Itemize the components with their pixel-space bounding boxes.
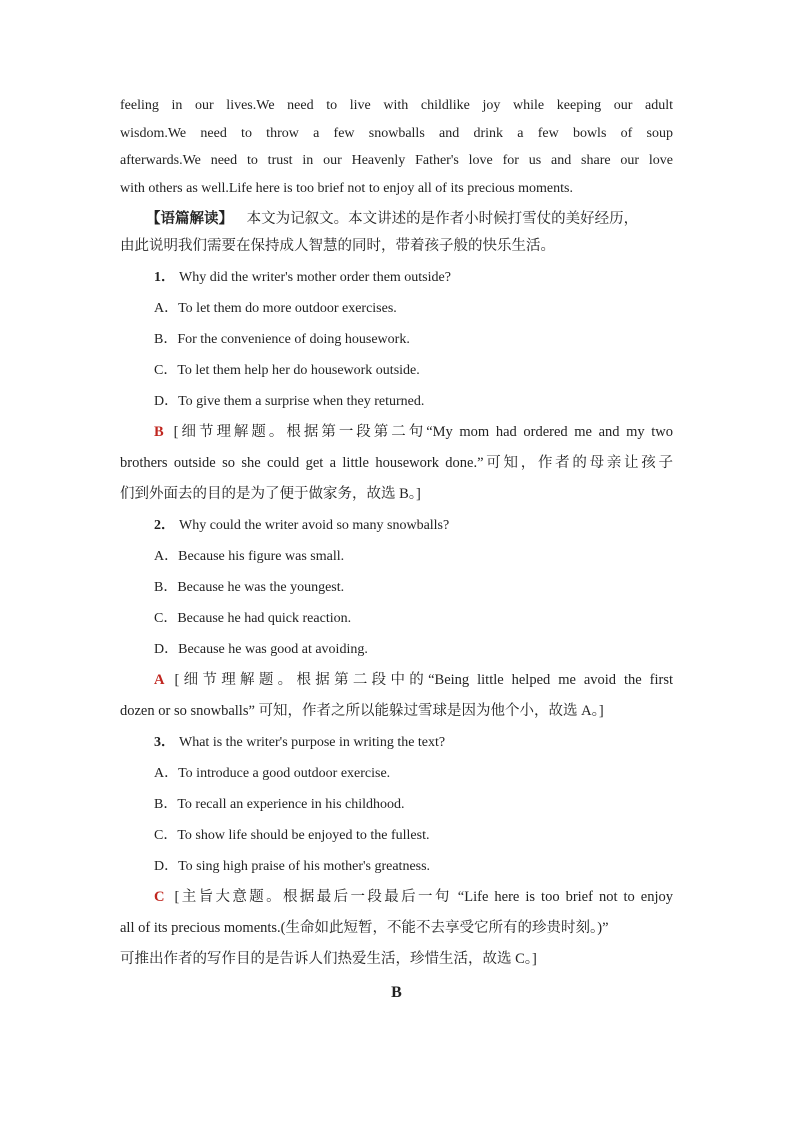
explanation-line: [主旨大意题。根据最后一段最后一句 “Life here is too brief not to enjoy [174, 889, 673, 905]
option-b: B．Because he was the youngest. [154, 580, 345, 595]
option-d: D．To give them a surprise when they returned. [154, 394, 425, 409]
passage-paragraph [120, 92, 673, 202]
option-d: D．Because he was good at avoiding. [154, 642, 368, 657]
question-number: 1． [154, 270, 175, 285]
section-heading: B [391, 984, 402, 1001]
option-c: C．To show life should be enjoyed to the fullest. [154, 828, 430, 843]
question-stem [120, 727, 673, 758]
question-2 [120, 510, 673, 727]
explanation-line: [细节理解题。根据第一段第二句“My mom had ordered me and my two [173, 424, 673, 440]
answer-letter: C [154, 889, 165, 905]
option-a: A．To let them do more outdoor exercises. [154, 301, 397, 316]
answer-explanation [120, 417, 673, 510]
passage-line: wisdom.We need to throw a few snowballs and drink a few bowls of soup [120, 125, 673, 141]
answer-letter: A [154, 672, 165, 688]
answer-explanation [120, 882, 673, 975]
analysis-text: 本文为记叙文。本文讲述的是作者小时候打雪仗的美好经历， [246, 211, 639, 227]
explanation-line: all of its precious moments.(生命如此短暂，不能不去享受它所有的珍贵时刻。)” [120, 920, 609, 936]
question-text: What is the writer's purpose in writing the text? [179, 735, 446, 750]
option-d: D．To sing high praise of his mother's greatness. [154, 859, 431, 874]
option-a: A．To introduce a good outdoor exercise. [154, 766, 391, 781]
analysis-label: 【语篇解读】 [146, 211, 233, 227]
question-text: Why did the writer's mother order them outside? [179, 270, 451, 285]
explanation-line: dozen or so snowballs” 可知，作者之所以能躲过雪球是因为他个小，故选 A。] [120, 703, 604, 719]
answer-explanation [120, 665, 673, 727]
passage-analysis [120, 206, 673, 260]
explanation-line: 可推出作者的写作目的是告诉人们热爱生活，珍惜生活，故选 C。] [120, 951, 537, 967]
question-number: 2． [154, 518, 175, 533]
answer-letter: B [154, 424, 164, 440]
passage-line: feeling in our lives.We need to live with childlike joy while keeping our adult [120, 98, 673, 113]
question-1 [120, 262, 673, 510]
option-b: B．For the convenience of doing housework. [154, 332, 410, 347]
option-a: A．Because his figure was small. [154, 549, 345, 564]
question-stem [120, 510, 673, 541]
option-b: B．To recall an experience in his childhood. [154, 797, 405, 812]
option-c: C．Because he had quick reaction. [154, 611, 352, 626]
passage-line: afterwards.We need to trust in our Heavenly Father's love for us and share our love [120, 153, 673, 168]
explanation-line: brothers outside so she could get a little housework done.”可知，作者的母亲让孩子 [120, 455, 673, 471]
explanation-line: [细节理解题。根据第二段中的“Being little helped me avoid the first [174, 672, 673, 688]
question-stem [120, 262, 673, 293]
question-3 [120, 727, 673, 975]
question-text: Why could the writer avoid so many snowballs? [179, 518, 450, 533]
question-number: 3． [154, 735, 175, 750]
option-c: C．To let them help her do housework outside. [154, 363, 420, 378]
analysis-text-cont: 由此说明我们需要在保持成人智慧的同时，带着孩子般的快乐生活。 [120, 238, 555, 254]
page-content [120, 92, 673, 1001]
explanation-line: 们到外面去的目的是为了便于做家务，故选 B。] [120, 486, 421, 502]
passage-line: with others as well.Life here is too brief not to enjoy all of its precious moments. [120, 180, 573, 196]
